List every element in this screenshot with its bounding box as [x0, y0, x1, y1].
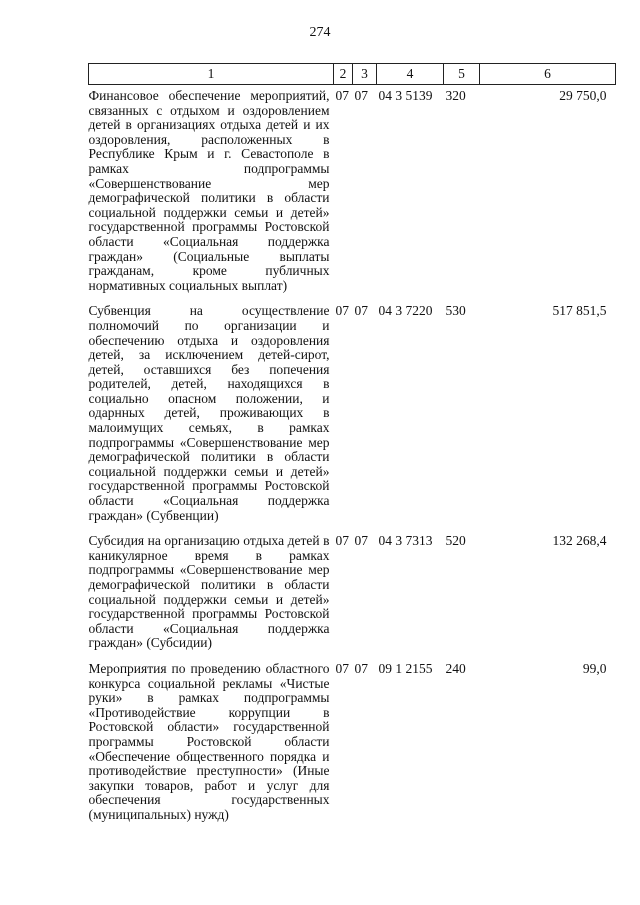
row-description: Субвенция на осуществление полномочий по организации и обеспечению отдыха и оздоровления детей, за исключением детей-сирот, детей, оставшихся без попечения родителей, детей, находящихся в социально опасном положении, и одарнных детей, проживающих в малоимущих семьях, в рамках подпрограммы «Совершенствование мер демографической политики в области социальной поддержки семьи и детей» государственной программы Ростовской области «Социальная поддержка граждан» (Субвенции)	[88, 303, 330, 523]
row-amount: 29 750,0	[559, 88, 607, 103]
column-header-amount: 6	[480, 64, 616, 85]
row-section: 07	[335, 533, 349, 549]
row-subsection: 07	[354, 660, 368, 676]
column-header-subsection: 3	[353, 64, 377, 85]
table-row	[89, 85, 616, 301]
row-section: 07	[335, 660, 349, 676]
column-header-description: 1	[89, 64, 334, 85]
column-header-expense-type: 5	[444, 64, 480, 85]
row-description: Мероприятия по проведению областного конкурса социальной рекламы «Чистые руки» в рамках подпрограммы «Противодействие коррупции в Ростовской области» государственной программы Ростовской области «Обеспечение общественного порядка и противодействие преступности» (Иные закупки товаров, работ и услуг для обеспечения государственных (муниципальных) нужд)	[88, 660, 330, 822]
row-expense-type: 320	[445, 88, 466, 103]
column-header-target-article: 4	[377, 64, 444, 85]
row-subsection: 07	[354, 533, 368, 549]
budget-table	[88, 63, 616, 830]
row-amount: 517 851,5	[552, 303, 607, 319]
row-amount: 99,0	[582, 660, 607, 676]
row-target-article: 04 3 7313	[378, 533, 433, 549]
row-subsection: 07	[354, 88, 368, 103]
column-header-section: 2	[334, 64, 353, 85]
row-target-article: 04 3 5139	[378, 88, 433, 103]
row-target-article: 04 3 7220	[378, 303, 433, 319]
row-section: 07	[335, 88, 349, 103]
row-description: Субсидия на организацию отдыха детей в каникулярное время в рамках подпрограммы «Совершенствование мер демографической политики в области социальной поддержки семьи и детей» государственной программы Ростовской области «Социальная поддержка граждан» (Субсидии)	[88, 533, 330, 651]
row-subsection: 07	[354, 303, 368, 319]
row-expense-type: 520	[445, 533, 466, 549]
row-target-article: 09 1 2155	[378, 660, 433, 676]
row-amount: 132 268,4	[552, 533, 607, 549]
page-number: 274	[309, 25, 331, 40]
table-body	[89, 85, 616, 830]
table-row	[89, 530, 616, 658]
row-description: Финансовое обеспечение мероприятий, связанных с отдыхом и оздоровлением детей в организациях отдыха детей и их оздоровления, расположенных в Республике Крым и г. Севастополе в рамках подпрограммы «Совершенствование мер демографической политики в области социальной поддержки семьи и детей» государственной программы Ростовской области «Социальная поддержка граждан» (Социальные выплаты гражданам, кроме публичных нормативных социальных выплат)	[88, 88, 330, 293]
table-header	[89, 64, 616, 85]
row-expense-type: 240	[445, 660, 466, 676]
table-row	[89, 300, 616, 530]
row-expense-type: 530	[445, 303, 466, 319]
table-row	[89, 658, 616, 830]
row-section: 07	[335, 303, 349, 319]
header-row	[89, 64, 616, 85]
